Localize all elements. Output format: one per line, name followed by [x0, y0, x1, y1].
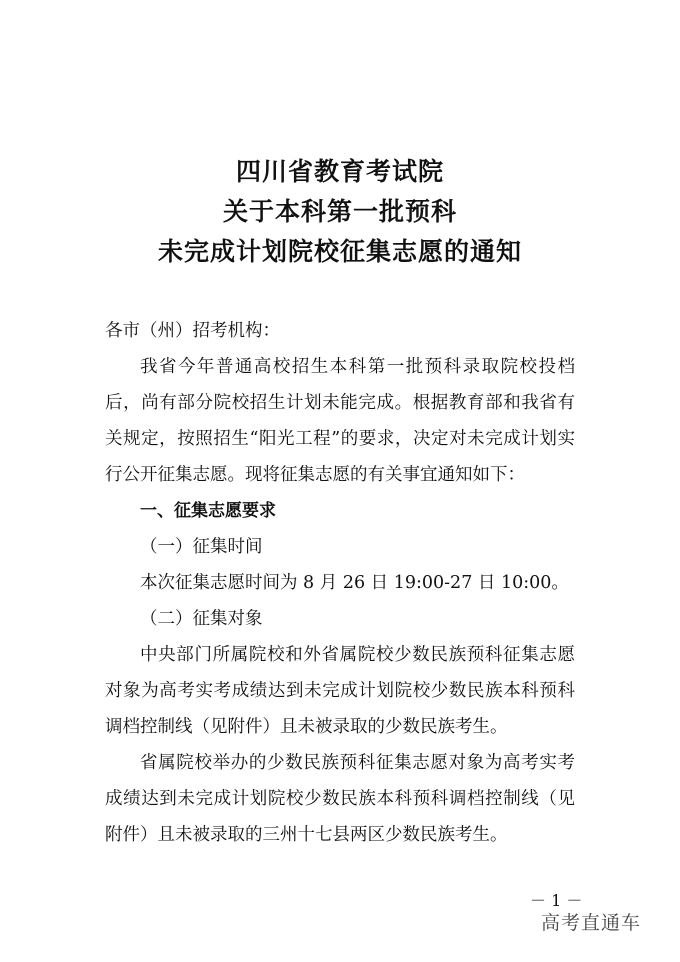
intro-paragraph: 我省今年普通高校招生本科第一批预科录取院校投档后，尚有部分院校招生计划未能完成。根据教育部和我省有关规定，按照招生“阳光工程”的要求，决定对未完成计划实行公开征集志愿。现将征集志愿的有关事宜通知如下： — [105, 357, 575, 485]
section-heading-1: 一、征集志愿要求 — [140, 501, 276, 521]
subsection-heading-target: （二）征集对象 — [140, 609, 263, 629]
page-number: － 1 － — [530, 891, 583, 910]
document-body — [105, 313, 575, 853]
salutation: 各市（州）招考机构： — [105, 321, 280, 341]
time-paragraph: 本次征集志愿时间为 8 月 26 日 19:00-27 日 10:00。 — [140, 573, 569, 593]
title-line-1: 四川省教育考试院 — [235, 157, 444, 186]
watermark-text: 高考直通车 — [541, 912, 642, 934]
target-paragraph-2: 省属院校举办的少数民族预科征集志愿对象为高考实考成绩达到未完成计划院校少数民族本科预科调档控制线（见附件）且未被录取的三州十七县两区少数民族考生。 — [105, 753, 575, 845]
target-paragraph-1: 中央部门所属院校和外省属院校少数民族预科征集志愿对象为高考实考成绩达到未完成计划院校少数民族本科预科调档控制线（见附件）且未被录取的少数民族考生。 — [105, 645, 575, 737]
title-line-2: 关于本科第一批预科 — [222, 197, 457, 226]
document-title — [0, 152, 680, 272]
title-line-3: 未完成计划院校征集志愿的通知 — [157, 237, 522, 266]
subsection-heading-time: （一）征集时间 — [140, 537, 263, 557]
